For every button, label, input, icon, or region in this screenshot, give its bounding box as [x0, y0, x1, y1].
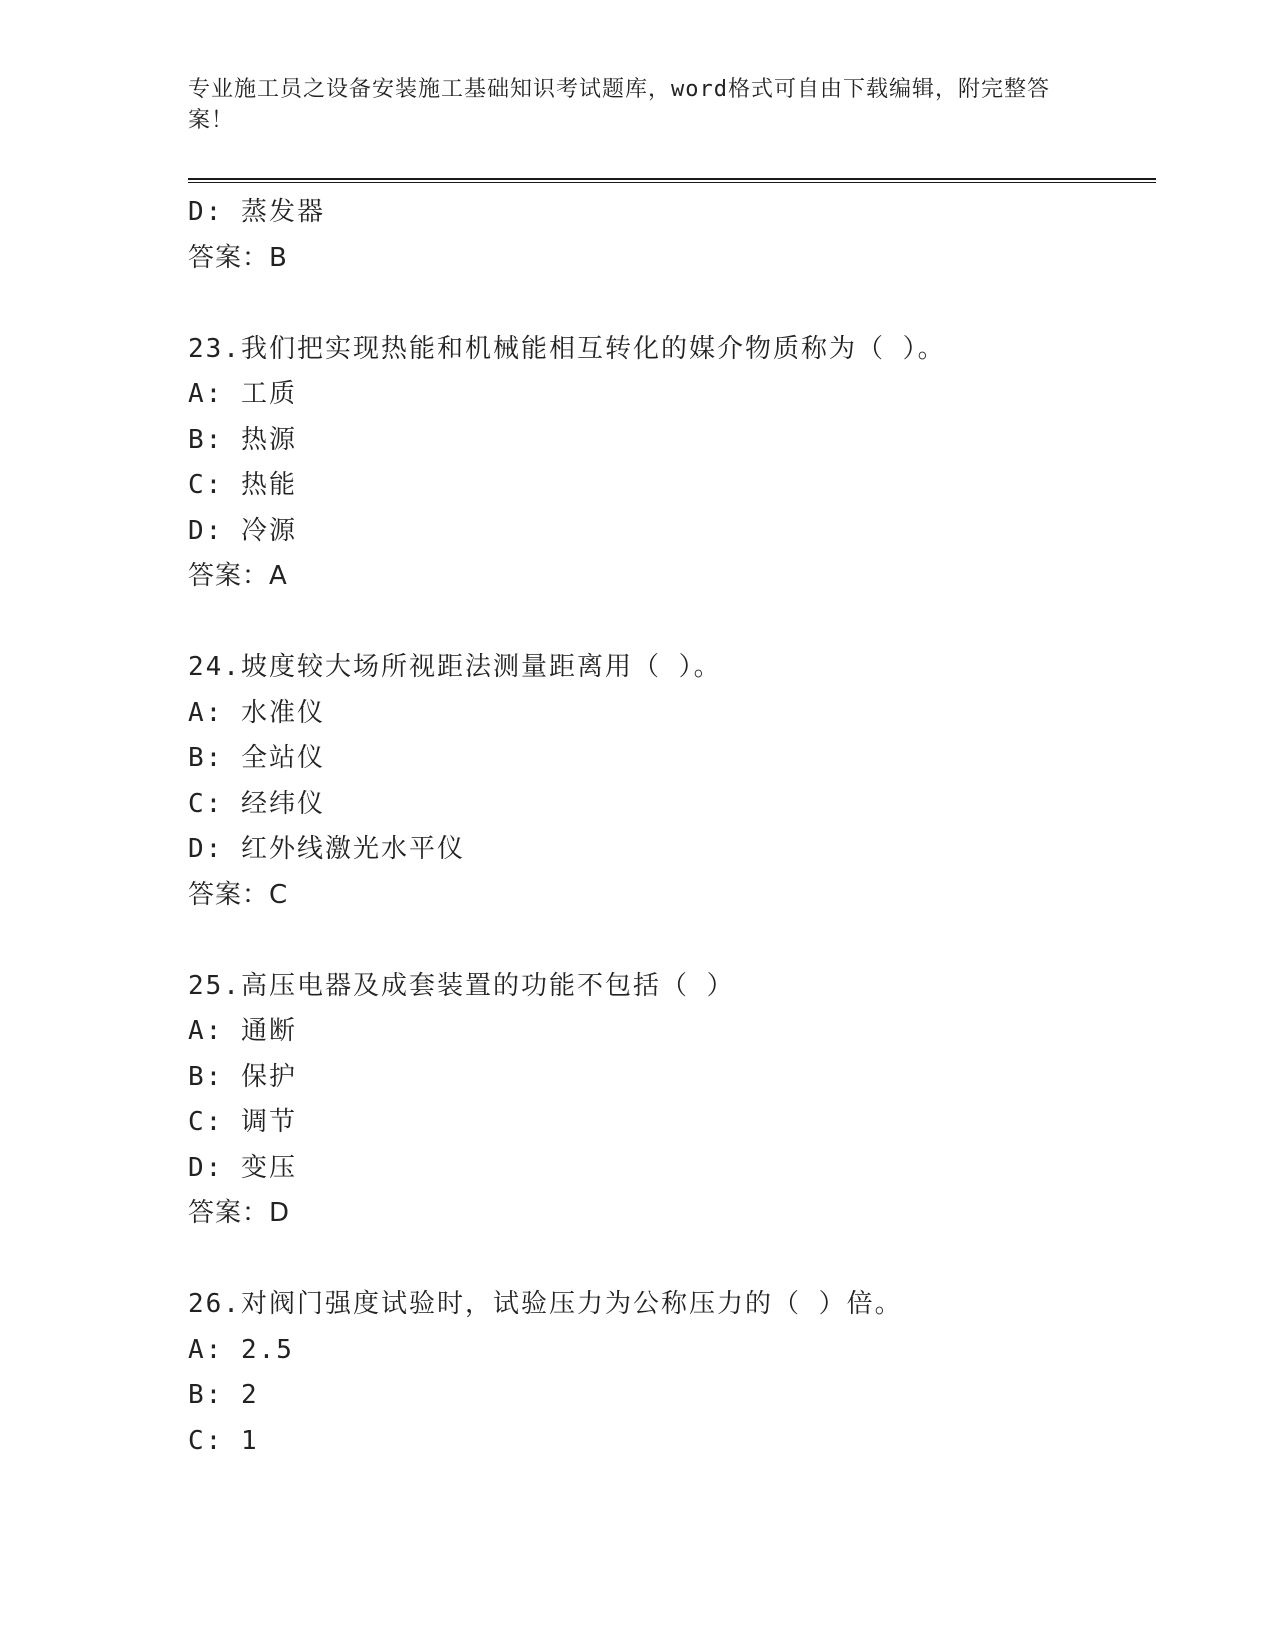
option-d: D: 变压	[188, 1152, 297, 1183]
spacer	[188, 281, 1148, 327]
question-25	[188, 964, 1148, 1237]
header-rule-secondary	[188, 182, 1156, 183]
option-d: D: 冷源	[188, 515, 297, 546]
option-b: B: 2	[188, 1380, 259, 1410]
spacer	[188, 918, 1148, 964]
question-stem: 25.高压电器及成套装置的功能不包括（ ）	[188, 970, 735, 1001]
answer-line: 答案：C	[188, 879, 289, 910]
question-24	[188, 645, 1148, 918]
spacer	[188, 1237, 1148, 1283]
answer-line: 答案：A	[188, 561, 288, 591]
question-list	[188, 190, 1148, 1464]
option-b: B: 热源	[188, 424, 297, 455]
option-c: C: 热能	[188, 470, 297, 500]
header-rule	[188, 178, 1156, 180]
document-header: 专业施工员之设备安装施工基础知识考试题库，word格式可自由下载编辑，附完整答案！	[188, 77, 1050, 133]
answer-line: 答案：D	[188, 1198, 291, 1228]
question-stem: 23.我们把实现热能和机械能相互转化的媒介物质称为（ ）。	[188, 333, 946, 364]
option-c: C: 经纬仪	[188, 788, 325, 819]
option-c: C: 1	[188, 1425, 259, 1456]
option-a: A: 通断	[188, 1016, 297, 1046]
option-a: A: 水准仪	[188, 697, 325, 728]
question-26	[188, 1282, 1148, 1464]
spacer	[188, 600, 1148, 646]
option-d: D: 蒸发器	[188, 197, 325, 227]
option-a: A: 工质	[188, 379, 297, 409]
option-b: B: 全站仪	[188, 743, 325, 773]
option-b: B: 保护	[188, 1061, 297, 1092]
option-c: C: 调节	[188, 1107, 297, 1137]
option-d: D: 红外线激光水平仪	[188, 834, 465, 864]
question-stem: 24.坡度较大场所视距法测量距离用（ ）。	[188, 652, 722, 682]
question-stem: 26.对阀门强度试验时，试验压力为公称压力的（ ）倍。	[188, 1289, 903, 1319]
answer-line: 答案：B	[188, 242, 288, 273]
question-23	[188, 327, 1148, 600]
option-a: A: 2.5	[188, 1334, 294, 1365]
